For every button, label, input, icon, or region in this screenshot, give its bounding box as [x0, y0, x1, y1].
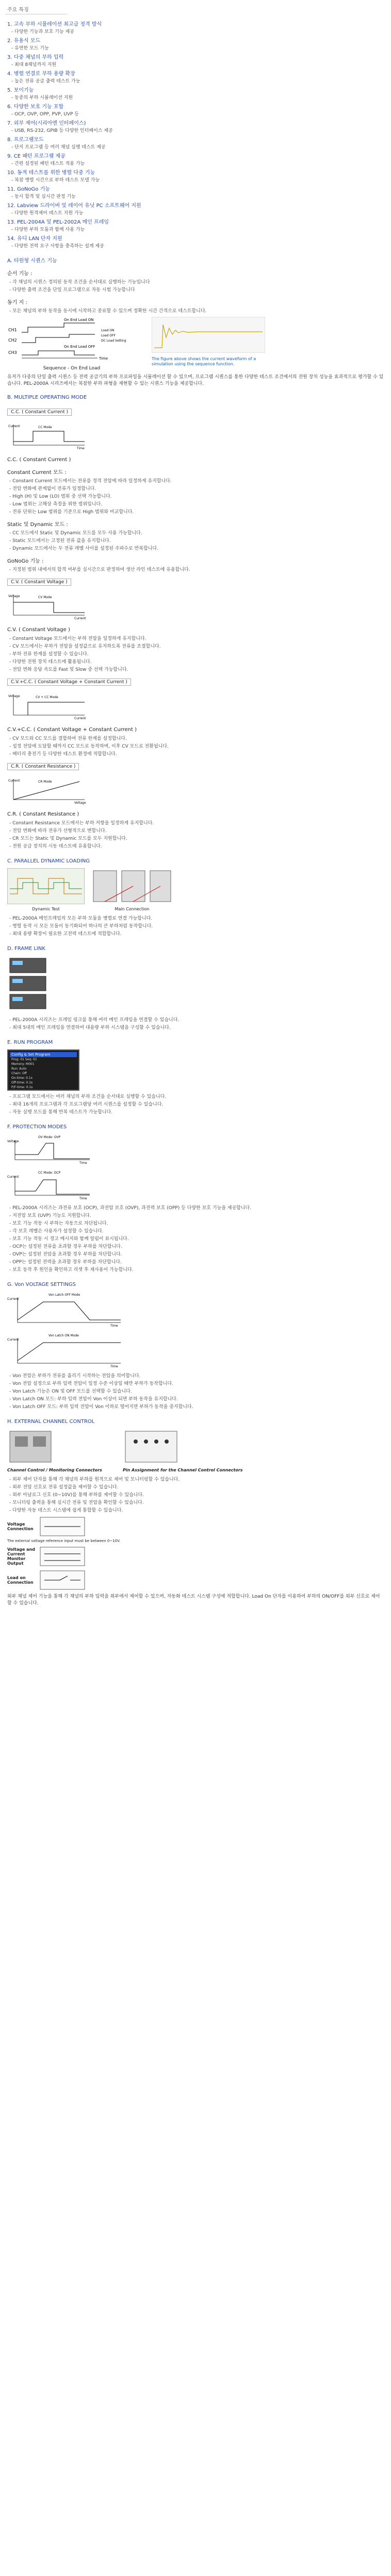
feature-desc: - 다양한 전력 요구 사항을 충족하는 설계 제공	[11, 244, 104, 249]
static-bullet: - CC 모드에서 Static 및 Dynamic 모드를 모두 사용 가능합니다.	[9, 531, 142, 536]
section-c-title: C. PARALLEL DYNAMIC LOADING	[7, 858, 90, 864]
cvcc-chart	[7, 692, 386, 722]
prot-bullets	[5, 1204, 386, 1273]
von1-title: Von Latch OFF Mode	[48, 1293, 80, 1297]
seq-title-on: On End Load ON	[64, 318, 94, 322]
ext-bullet: - 외부 아날로그 신호 (0~10V)를 통해 부하를 제어할 수 있습니다.	[9, 1493, 144, 1498]
feature-item	[7, 20, 386, 35]
cvcc-chart-x: Current	[74, 717, 86, 720]
ext-bullet: - 외부 제어 단자를 통해 각 채널의 부하를 원격으로 제어 및 모니터링할 수 있습니다.	[9, 1477, 180, 1482]
von-svg-2	[7, 1332, 126, 1368]
transient-svg	[152, 317, 265, 353]
von-svg-1	[7, 1292, 126, 1328]
frame-bullet: - 최대 5대의 메인 프레임을 연결하여 대용량 부하 시스템을 구성할 수 있습니다.	[9, 1025, 171, 1030]
cvcc-bullet: - 설정 전압에 도달할 때까지 CC 모드로 동작하며, 이후 CV 모드로 전환됩니다.	[9, 744, 169, 749]
program-panel-row: Chain: Off	[11, 1072, 27, 1075]
ext-svg-2	[123, 1429, 180, 1465]
seq-func-desc2: - 다양한 출력 조건을 단일 프로그램으로 자동 시험 가능합니다	[9, 287, 135, 293]
cc-mode-box: C.C. ( Constant Current )	[7, 409, 72, 416]
transient-figure	[152, 317, 265, 367]
static-bullet: - Static 모드에서는 고정된 전류 값을 유지합니다.	[9, 538, 111, 544]
section-h-title: H. EXTERNAL CHANNEL CONTROL	[7, 1419, 95, 1425]
conn-3-label: Load on Connection	[7, 1575, 34, 1585]
section-a-title: A. 타원형 시퀀스 기능	[7, 258, 57, 264]
run-program-figure	[7, 1049, 386, 1091]
prot-chart-1	[7, 1134, 386, 1166]
feature-title: 12. Labview 드라이버 및 레이어 유닛 PC 소프트웨어 지원	[7, 203, 141, 209]
cv-chart	[7, 592, 386, 622]
page-title: 주요 특징	[5, 4, 67, 14]
von-bullet: - Von Latch OFF 모드: 부하 입력 전압이 Von 이하로 떨어지면 부하가 동작을 중지합니다.	[9, 1404, 193, 1410]
cvcc-bullet: - 배터리 충전기 등 다양한 테스트 환경에 적합합니다.	[9, 752, 117, 757]
ext-bullet: - 모니터링 출력을 통해 실시간 전류 및 전압을 확인할 수 있습니다.	[9, 1500, 144, 1505]
cc-bullet: - Constant Current 모드에서는 전류를 정격 전압에 따라 일정하게 유지합니다.	[9, 479, 172, 484]
feature-desc: - 단지 프로그램 등 여러 채널 실행 테스트 제공	[11, 145, 106, 150]
section-d-title: D. FRAME LINK	[7, 946, 45, 952]
prot-svg-2	[7, 1170, 95, 1200]
von-bullet: - Von Latch 기능은 ON 및 OFF 모드를 선택할 수 있습니다.	[9, 1389, 132, 1394]
conn-2-label: Voltage and Current Monitor Output	[7, 1547, 35, 1566]
program-panel	[7, 1049, 79, 1091]
feature-desc: - USB, RS-232, GPIB 등 다양한 인터페이스 제공	[11, 128, 113, 133]
section-b-title: B. MULTIPLE OPERATING MODE	[7, 395, 87, 400]
prog-bullet: - 자동 실행 모드를 통해 반복 테스트가 가능합니다.	[9, 1110, 113, 1115]
von-bullet: - Von 전압 설정으로 부하 입력 전압이 일정 수준 이상일 때만 부하가 동작합니다.	[9, 1381, 173, 1386]
cvcc-title: C.V.+C.C. ( Constant Voltage + Constant Current )	[7, 727, 137, 733]
cc-bullet: - 전류 단위는 Low 범위를 기준으로 High 범위와 비교합니다.	[9, 510, 134, 515]
seq-func-label: 순서 기능 :	[7, 271, 32, 277]
program-panel-row: Off-time: 0.1s	[11, 1081, 33, 1084]
program-panel-row: On-time: 0.1s	[11, 1076, 32, 1080]
program-panel-header: Config & Set Program	[10, 1052, 77, 1057]
cvcc-chart-note: CV + CC Mode	[36, 696, 58, 699]
seq-wave-2	[22, 334, 95, 343]
von-bullet: - Von Latch ON 모드: 부하 입력 전압이 Von 이상이 되면 부하 동작을 유지합니다.	[9, 1397, 178, 1402]
final-paragraph: 외부 채널 제어 기능을 통해 각 채널의 부하 입력을 외부에서 제어할 수 있으며, 자동화 테스트 시스템 구성에 적합합니다. Load On 단자를 이용하여 부하의 ON/OFF를 외부 신호로 제어할 수 있습니다.	[7, 1594, 380, 1606]
prot-bullet: - OPP는 설정된 전력을 초과할 경우 부하를 차단합니다.	[9, 1260, 122, 1265]
prot-bullet: - 보호 기능 작동 시 경고 메시지와 함께 알림이 표시됩니다.	[9, 1236, 129, 1242]
feature-item	[7, 118, 386, 133]
feature-item	[7, 234, 386, 249]
transient-caption: The figure above shows the current waveform of a simulation using the sequence function.	[152, 357, 256, 366]
cc-label: Constant Current 모드 :	[7, 470, 67, 476]
cv-bullet: - 전압 변화 응답 속도를 Fast 및 Slow 중 선택 가능합니다.	[9, 667, 128, 672]
cv-chart-x: Current	[74, 617, 86, 620]
conn-1-note: The external voltage reference input must be between 0~10V.	[7, 1539, 121, 1543]
section-f-title: F. PROTECTION MODES	[7, 1124, 67, 1130]
von1-y: Current	[7, 1297, 19, 1301]
seq-legend-2: Load OFF	[101, 334, 116, 337]
program-panel-row: Prog: 01 Seq: 01	[11, 1058, 37, 1061]
feature-desc: - 간편 설정된 패턴 테스트 적용 가능	[11, 161, 85, 166]
cc-title: C.C. ( Constant Current )	[7, 457, 71, 463]
von-bullets	[5, 1372, 386, 1410]
static-label: Static 및 Dynamic 모드 :	[7, 522, 68, 528]
feature-desc: - 동종의 부하 시뮬레이션 지원	[11, 95, 73, 100]
feature-desc: - 다양한 원격제어 테스트 지원 가능	[11, 211, 84, 216]
cc-bullet: - High (H) 및 Low (LO) 범위 중 선택 가능합니다.	[9, 494, 112, 499]
feature-item	[7, 201, 386, 216]
cv-svg	[7, 592, 90, 620]
prot-svg-1	[7, 1134, 95, 1165]
von-chart-2	[7, 1332, 386, 1370]
feature-list	[7, 20, 386, 249]
program-panel-row: Memory: M001	[11, 1062, 35, 1066]
feature-title: 6. 다양한 보호 기능 포함	[7, 104, 64, 110]
seq-wave-1	[22, 323, 95, 332]
feature-title: 8. 프로그램모드	[7, 137, 44, 143]
ext-bullet: - 다양한 자동 테스트 시스템에 쉽게 통합할 수 있습니다.	[9, 1508, 123, 1513]
cc-bullets	[5, 477, 386, 515]
prot-bullet: - 보호 기능 작동 시 부하는 자동으로 차단됩니다.	[9, 1221, 108, 1226]
ext-figure-2	[102, 1429, 243, 1472]
frame-bullet: - PEL-2000A 시리즈는 프레임 링크를 통해 여러 메인 프레임을 연결할 수 있습니다.	[9, 1018, 180, 1023]
seq-func-desc: - 각 채널의 시퀀스 정의된 동작 조건을 순서대로 실행하는 기능입니다	[9, 280, 150, 285]
conn-1-label: Voltage Connection	[7, 1522, 34, 1531]
cr-bullet: - 전원 공급 장치의 시동 테스트에 유용합니다.	[9, 844, 102, 849]
cv-chart-note: CV Mode	[38, 596, 52, 599]
cr-title: C.R. ( Constant Resistance )	[7, 811, 79, 817]
seq-ch3-label: CH3	[8, 350, 17, 355]
static-bullet: - Dynamic 모드에서는 두 전류 레벨 사이를 설정된 주파수로 반복합니다.	[9, 546, 158, 551]
main-connection-figure	[91, 868, 173, 911]
cv-chart-y: Voltage	[8, 595, 20, 598]
conn-row-1	[7, 1516, 386, 1537]
dynamic-test-svg	[7, 868, 85, 904]
cc-chart-x: Time	[77, 447, 85, 450]
dynamic-test-figure	[7, 868, 85, 911]
seq-legend-3: DC Load Setting	[101, 339, 126, 343]
feature-item	[7, 53, 386, 67]
frame-bullets	[5, 1016, 386, 1030]
cvcc-chart-y: Voltage	[8, 694, 20, 698]
parallel-bullets	[5, 914, 386, 937]
von-bullet: - Von 전압은 부하가 전류를 흘리기 시작하는 전압을 의미합니다.	[9, 1374, 141, 1379]
feature-item	[7, 36, 386, 51]
prot-bullet: - OVP는 설정된 전압을 초과할 경우 부하를 차단합니다.	[9, 1252, 122, 1257]
von-chart-1	[7, 1292, 386, 1329]
feature-title: 5. 보이기능	[7, 88, 34, 93]
prot1-title: OV Mode: OVP	[38, 1136, 61, 1139]
conn-row-3	[7, 1570, 386, 1590]
feature-title: 11. GoNoGo 기능	[7, 187, 50, 192]
program-panel-row: P/F-time: 0.1s	[11, 1086, 33, 1089]
sync-desc: - 모든 채널의 부하 동작을 동시에 시작하고 종료할 수 있으며 정확한 시간 간격으로 테스트합니다.	[9, 309, 207, 314]
feature-item	[7, 217, 386, 232]
cv-bullets	[5, 635, 386, 672]
cvcc-bullets	[5, 735, 386, 757]
static-bullets	[5, 529, 386, 551]
cvcc-bullet: - CV 모드와 CC 모드를 결합하여 전류 한계를 설정합니다.	[9, 736, 127, 741]
feature-desc: - 높은 전류 공급 출력 테스트 가능	[11, 79, 80, 84]
cr-chart	[7, 776, 386, 806]
parallel-bullet: - 병렬 동작 시 모든 모듈이 동기화되어 하나의 큰 부하처럼 동작합니다.	[9, 924, 153, 929]
von2-y: Current	[7, 1338, 19, 1342]
prot-chart-2	[7, 1170, 386, 1202]
cv-bullet: - 다양한 전원 장치 테스트에 활용됩니다.	[9, 659, 92, 665]
feature-item	[7, 168, 386, 183]
feature-desc: - OCP, OVP, OPP, PVP, UVP 등	[11, 112, 79, 117]
seq-legend-1: Load ON	[101, 329, 115, 332]
feature-title: 10. 동적 테스트를 위한 병렬 다중 기능	[7, 170, 95, 176]
cv-bullet: - CV 모드에서는 부하가 전압을 설정값으로 유지하도록 전류를 조절합니다.	[9, 644, 161, 649]
cc-chart-note: CC Mode	[38, 426, 52, 429]
cc-chart-y: Current	[8, 425, 20, 428]
cv-title: C.V. ( Constant Voltage )	[7, 627, 70, 633]
prot1-y: Voltage	[7, 1140, 19, 1143]
ext-bullets	[5, 1476, 386, 1513]
seq-ch1-label: CH1	[8, 328, 17, 332]
prot-bullet: - OCP는 설정된 전류를 초과할 경우 부하를 차단합니다.	[9, 1244, 122, 1249]
cc-bullet: - Low 범위는 고해상 측정을 위한 범위입니다.	[9, 502, 103, 507]
feature-item	[7, 184, 386, 199]
prot1-x: Time	[79, 1161, 87, 1165]
conn-2-svg	[39, 1546, 86, 1567]
seq-ch2-label: CH2	[8, 338, 17, 343]
sequence-figure-row	[7, 317, 386, 371]
cvcc-mode-box: C.V.+C.C. ( Constant Voltage + Constant Current )	[7, 679, 131, 686]
frame-link-figure	[7, 956, 386, 1014]
seq-wave-3	[22, 351, 95, 355]
prot-bullet: - 보호 동작 후 원인을 확인하고 리셋 후 재사용이 가능합니다.	[9, 1267, 134, 1273]
feature-item	[7, 151, 386, 166]
gonogo-desc: - 지정된 범위 내에서의 합격 여부를 실시간으로 판정하여 생산 라인 테스트에 유용합니다.	[9, 567, 190, 572]
cr-bullet: - CR 모드는 Static 및 Dynamic 모드를 모두 지원합니다.	[9, 836, 127, 841]
prot-bullet: - PEL-2000A 시리즈는 과전류 보호 (OCP), 과전압 보호 (OVP), 과전력 보호 (OPP) 등 다양한 보호 기능을 제공합니다.	[9, 1206, 252, 1211]
parallel-figures	[7, 868, 386, 911]
prog-bullets	[5, 1093, 386, 1115]
feature-title: 13. PEL-2004A 및 PEL-2002A 메인 프레임	[7, 219, 109, 225]
main-connection-caption: Main Connection	[115, 907, 150, 911]
seq-caption: Sequence - On End Load	[43, 366, 101, 371]
gonogo-label: GoNoGo 기능 :	[7, 558, 44, 564]
prot-bullet: - 저전압 보호 (UVP) 기능도 지원합니다.	[9, 1213, 91, 1218]
feature-desc: - 동시 합격 및 실시간 판정 기능	[11, 194, 76, 199]
cv-bullet: - Constant Voltage 모드에서는 부하 전압을 일정하게 유지합니다.	[9, 636, 146, 641]
cv-bullet: - 부하 전류 한계를 설정할 수 있습니다.	[9, 652, 89, 657]
prog-bullet: - 프로그램 모드에서는 여러 채널의 부하 조건을 순서대로 실행할 수 있습니다.	[9, 1094, 167, 1099]
cc-bullet: - 전압 변화에 관계없이 전류가 일정합니다.	[9, 486, 96, 492]
seq-title-off: On End Load OFF	[64, 345, 95, 349]
cc-svg	[7, 422, 90, 450]
parallel-bullet: - 최대 용량 확장이 필요한 고전력 테스트에 적합합니다.	[9, 931, 122, 937]
ext-bullet: - 외부 전압 신호로 전류 설정값을 제어할 수 있습니다.	[9, 1485, 119, 1490]
cr-bullet: - Constant Resistance 모드에서는 부하 저항을 일정하게 유지합니다.	[9, 821, 154, 826]
feature-title: 2. 유용식 모드	[7, 38, 41, 44]
main-connection-svg	[91, 868, 173, 904]
conn-row-2	[7, 1546, 386, 1567]
von2-x: Time	[110, 1365, 118, 1368]
cv-mode-box: C.V. ( Constant Voltage )	[7, 579, 71, 586]
frame-link-svg	[7, 956, 48, 1012]
cr-bullet: - 전압 변화에 따라 전류가 선형적으로 변합니다.	[9, 828, 107, 834]
cr-chart-x: Voltage	[74, 801, 86, 805]
ext-svg-1	[7, 1429, 54, 1465]
prot2-x: Time	[79, 1197, 87, 1200]
program-panel-row: Run: Auto	[11, 1067, 27, 1071]
cc-chart	[7, 422, 386, 452]
feature-desc: - 유연한 모드 기능	[11, 46, 49, 51]
section-e-title: E. RUN PROGRAM	[7, 1040, 53, 1045]
feature-title: 3. 다중 채널의 부하 입력	[7, 55, 64, 60]
ext-caption-1: Channel Control / Monitoring Connectors	[7, 1468, 102, 1472]
conn-3-svg	[39, 1570, 86, 1590]
dynamic-test-caption: Dynamic Test	[32, 907, 60, 911]
feature-desc: - 다양한 기능과 보호 기능 제공	[11, 29, 74, 35]
ext-caption-2: Pin Assignment for the Channel Control Connectors	[122, 1468, 243, 1472]
conn-1-svg	[39, 1516, 86, 1537]
prog-bullet: - 최대 16개의 프로그램과 각 프로그램당 여러 시퀀스를 설정할 수 있습니다.	[9, 1102, 164, 1107]
feature-title: 7. 외부 제어(시리아엔 인터페이스)	[7, 121, 86, 126]
feature-desc: - 다양한 부하 모듈과 함께 사용 가능	[11, 227, 85, 232]
sync-label: 동기 지 :	[7, 300, 27, 306]
sequence-chart	[7, 317, 136, 371]
feature-desc: - 최대 8채널까지 지원	[11, 62, 57, 67]
feature-item	[7, 102, 386, 117]
feature-title: 4. 병렬 연결로 부하 용량 확장	[7, 71, 75, 77]
cr-chart-note: CR Mode	[38, 780, 52, 784]
feature-title: 9. CE 패턴 프로그램 제공	[7, 154, 66, 159]
seq-time-label: Time	[99, 357, 108, 361]
sequence-svg	[7, 317, 136, 363]
prot-bullet: - 각 보호 레벨은 사용자가 설정할 수 있습니다.	[9, 1229, 104, 1234]
cvcc-svg	[7, 692, 90, 720]
feature-title: 14. 유디 LAN 단자 지원	[7, 236, 62, 242]
cr-mode-box: C.R. ( Constant Resistance )	[7, 763, 79, 770]
cr-bullets	[5, 819, 386, 849]
cr-svg	[7, 776, 90, 805]
von2-title: Von Latch ON Mode	[48, 1334, 79, 1337]
feature-title: 1. 고속 부하 시뮬레이션 최고급 정격 방식	[7, 22, 102, 27]
feature-desc: - 복잡 병렬 시간으로 부하 테스트 모델 가능	[11, 178, 100, 183]
parallel-bullet: - PEL-2000A 메인프레임의 모든 부하 모듈을 병렬로 연결 가능합니다.	[9, 916, 153, 921]
prot2-title: CC Mode: OCP	[38, 1171, 61, 1175]
intro-paragraph: 유저가 다중의 단일 출력 시퀀스 등 전력 공급기의 부하 프로파일을 시뮬레이션 할 수 있으며, 프로그램 시퀀스를 통한 다양한 테스트 조건에서의 전원 장치 성능을 효과적으로 평가할 수 있습니다. PEL-2000A 시리즈에서는 복잡한 부하 파형을 재현할 수 있는 시퀀스 기능을 제공합니다.	[7, 375, 384, 386]
feature-item	[7, 86, 386, 100]
feature-item	[7, 69, 386, 84]
ext-figure-1	[7, 1429, 102, 1472]
von1-x: Time	[110, 1324, 118, 1328]
ext-figures	[7, 1429, 386, 1472]
prot2-y: Current	[7, 1175, 19, 1179]
section-g-title: G. Von VOLTAGE SETTINGS	[7, 1282, 76, 1287]
cr-chart-y: Current	[8, 779, 20, 783]
feature-item	[7, 135, 386, 150]
